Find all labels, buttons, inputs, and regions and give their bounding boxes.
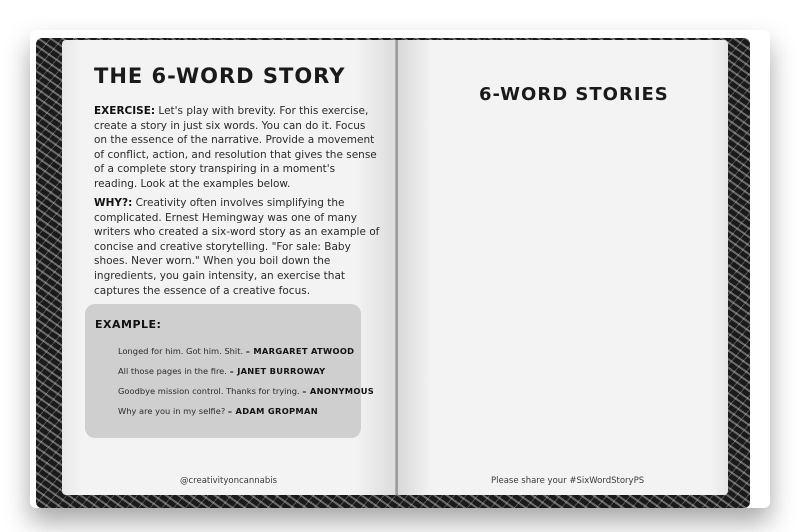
example-item (118, 346, 354, 356)
example-author: – JANET BURROWAY (229, 366, 326, 376)
left-page-footer: @creativityoncannabis (180, 476, 278, 486)
right-page-title: 6-WORD STORIES (479, 84, 669, 105)
why-paragraph (94, 196, 380, 298)
exercise-heading: EXERCISE: (94, 105, 156, 117)
example-author: – ANONYMOUS (302, 386, 375, 396)
right-page (398, 40, 728, 495)
example-item (118, 366, 325, 376)
example-item (118, 406, 318, 416)
example-text: Why are you in my selfie? (118, 406, 226, 416)
example-text: Longed for him. Got him. Shit. (118, 346, 244, 356)
why-heading: WHY?: (94, 197, 133, 209)
example-text: All those pages in the fire. (118, 366, 227, 376)
example-author: – ADAM GROPMAN (227, 406, 318, 416)
why-text: Creativity often involves simplifying the complicated. Ernest Hemingway was one of many writers who created a six-word story as an example of concise and creative storytelling. "For sale: Baby shoes. Never worn." When you boil down the ingredients, you gain intensity, an exercise that captures the essence of a creative focus. (94, 197, 380, 297)
exercise-paragraph (94, 104, 380, 192)
exercise-text: Let's play with brevity. For this exercise, create a story in just six words. You can do it. Focus on the essence of the narrative. Provide a movement of conflict, action, and resolution that gives the sense of a complete story transpiring in a moment's reading. Look at the examples below. (94, 105, 377, 190)
example-heading: EXAMPLE: (95, 318, 162, 331)
example-author: – MARGARET ATWOOD (245, 346, 355, 356)
left-page (62, 40, 396, 495)
example-item (118, 386, 374, 396)
page-title: THE 6-WORD STORY (94, 64, 346, 88)
example-box (85, 304, 375, 438)
example-text: Goodbye mission control. Thanks for trying. (118, 386, 300, 396)
right-page-footer: Please share your #SixWordStoryPS (491, 476, 645, 486)
